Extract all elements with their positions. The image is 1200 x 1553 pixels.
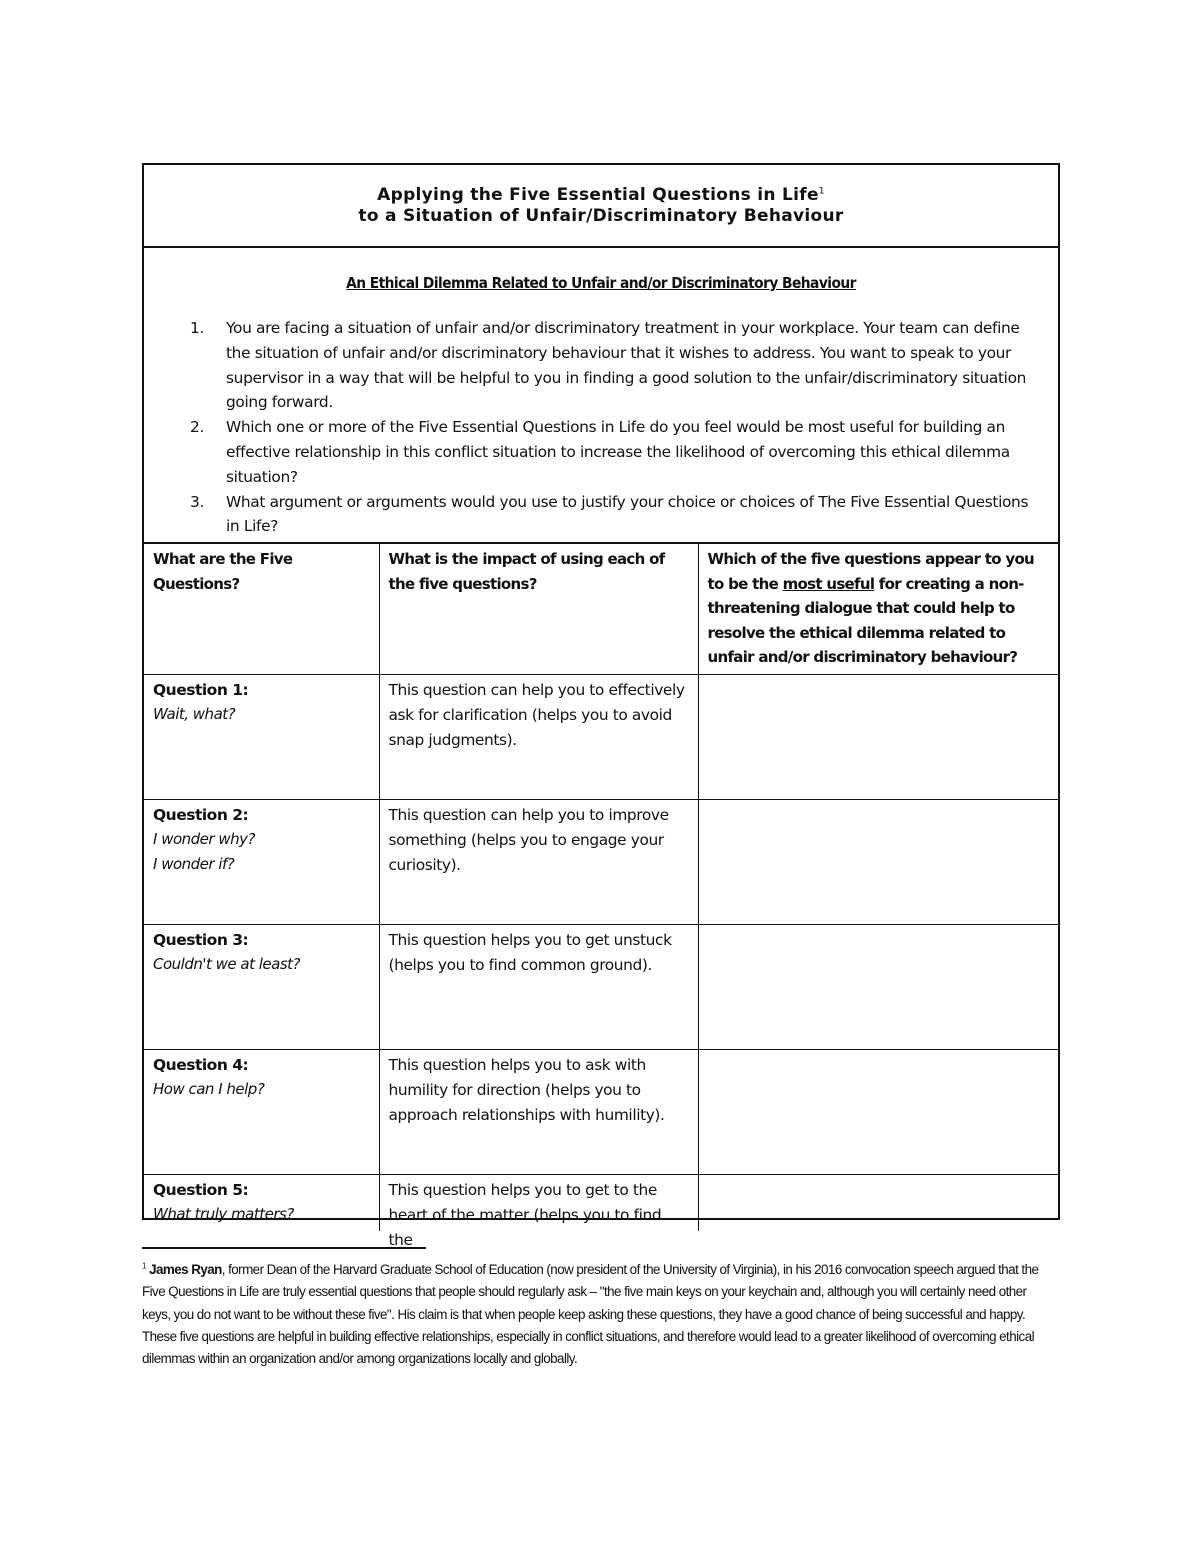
impact-text: This question helps you to get unstuck (helps you to find common ground).	[388, 930, 672, 974]
dilemma-item-number: 2.	[190, 418, 204, 437]
table-header-row	[144, 544, 1058, 674]
worksheet-frame	[142, 163, 1060, 1249]
footnote	[142, 1259, 1054, 1370]
question-text: Wait, what?	[153, 705, 236, 723]
question-text: I wonder why?	[153, 830, 255, 848]
dilemma-item-text: You are facing a situation of unfair and/or discriminatory treatment in your workplace. Your team can define the situation of unfair and/or discriminatory behaviour that it wishes to address. You want to speak to your supervisor in a way that will be helpful to you in finding a good solution to the unfair/discriminatory situation going forward.	[226, 319, 1027, 412]
impact-cell	[379, 799, 698, 924]
answer-cell[interactable]	[698, 799, 1058, 924]
dilemma-section	[144, 248, 1058, 544]
table-row	[144, 924, 1058, 1049]
header-five-questions: What are the Five Questions?	[144, 544, 379, 674]
footnote-separator	[142, 1247, 426, 1249]
title-line-1-text: Applying the Five Essential Questions in Life	[377, 184, 819, 205]
dilemma-item-text: What argument or arguments would you use to justify your choice or choices of The Five Essential Questions in Life?	[226, 492, 1029, 536]
question-cell	[144, 1049, 379, 1174]
title-line-1	[377, 185, 825, 206]
document-title	[144, 165, 1058, 248]
dilemma-item-number: 3.	[190, 492, 204, 511]
question-label: Question 1:	[153, 680, 249, 699]
dilemma-item	[190, 490, 1034, 540]
dilemma-item-text: Which one or more of the Five Essential Questions in Life do you feel would be most useful for building an effective relationship in this conflict situation to increase the likelihood of overcoming this ethical dilemma situation?	[226, 418, 1010, 486]
question-text: Couldn't we at least?	[153, 955, 300, 973]
dilemma-heading: An Ethical Dilemma Related to Unfair and/or Discriminatory Behaviour	[346, 274, 856, 292]
question-cell	[144, 674, 379, 799]
impact-text: This question helps you to get to the heart of the matter (helps you to find the	[388, 1180, 662, 1249]
questions-table	[144, 544, 1058, 1249]
header-most-useful-part2: for creating a non-threatening dialogue that could help to resolve the ethical dilemma related to unfair and/or discriminatory behaviour?	[707, 574, 1024, 666]
footnote-text: , former Dean of the Harvard Graduate School of Education (now president of the University of Virginia), in his 2016 convocation speech argued that the Five Questions in Life are truly essential questions that people should regularly ask – "the five main keys on your keychain and, although you will certainly need other keys, you do not want to be without these five". His claim is that when people keep asking these questions, they have a good chance of being successful and happy. These five questions are helpful in building effective relationships, especially in conflict situations, and therefore would lead to a greater likelihood of overcoming ethical dilemmas within an organization and/or among organizations locally and globally.	[142, 1262, 1039, 1367]
table-row	[144, 1174, 1058, 1231]
header-most-useful-part1: Which of the five questions appear to you to be the	[707, 550, 1035, 593]
table-row	[144, 674, 1058, 799]
footnote-marker: 1	[142, 1261, 146, 1271]
answer-cell[interactable]	[698, 1174, 1058, 1231]
impact-cell	[379, 924, 698, 1049]
table-row	[144, 799, 1058, 924]
impact-cell	[379, 1174, 698, 1249]
question-label: Question 3:	[153, 930, 249, 949]
title-footnote-ref: 1	[818, 185, 825, 196]
question-label: Question 2:	[153, 805, 249, 824]
impact-cell	[379, 1049, 698, 1174]
impact-text: This question can help you to effectively ask for clarification (helps you to avoid snap judgments).	[388, 680, 685, 749]
dilemma-list	[144, 316, 1058, 539]
footnote-author: James Ryan	[149, 1262, 222, 1277]
question-text: What truly matters?	[153, 1205, 294, 1223]
impact-text: This question helps you to ask with humility for direction (helps you to approach relationships with humility).	[388, 1055, 665, 1124]
question-cell	[144, 924, 379, 1049]
header-most-useful	[698, 544, 1058, 674]
answer-cell[interactable]	[698, 924, 1058, 1049]
dilemma-item	[190, 415, 1034, 489]
impact-text: This question can help you to improve something (helps you to engage your curiosity).	[388, 805, 669, 874]
table-row	[144, 1049, 1058, 1174]
question-label: Question 4:	[153, 1055, 249, 1074]
question-text-secondary: I wonder if?	[153, 855, 235, 873]
question-cell	[144, 1174, 379, 1231]
impact-cell	[379, 674, 698, 799]
header-most-useful-emphasis: most useful	[782, 574, 875, 593]
dilemma-item-number: 1.	[190, 319, 204, 337]
answer-cell[interactable]	[698, 674, 1058, 799]
answer-cell[interactable]	[698, 1049, 1058, 1174]
header-impact: What is the impact of using each of the five questions?	[379, 544, 698, 674]
question-cell	[144, 799, 379, 924]
question-label: Question 5:	[153, 1180, 249, 1199]
dilemma-item	[190, 316, 1034, 415]
title-line-2: to a Situation of Unfair/Discriminatory Behaviour	[358, 205, 844, 226]
question-text: How can I help?	[153, 1080, 265, 1098]
